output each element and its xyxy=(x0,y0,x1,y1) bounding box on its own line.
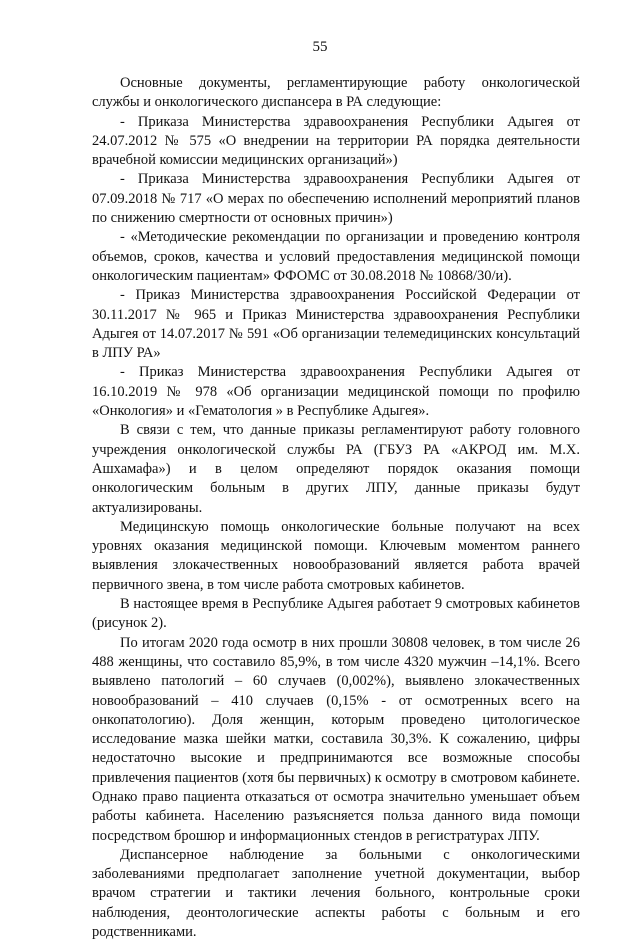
list-item-methodical-recommendations: - «Методические рекомендации по организации и проведению контроля объемов, сроков, качества и условий предоставления медицинской помощи онкологическим пациентам» ФФОМС от 30.08.2018 № 10868/30/и). xyxy=(92,229,580,284)
paragraph-medical-care-levels: Медицинскую помощь онкологические больные получают на всех уровнях оказания медицинской помощи. Ключевым моментом раннего выявления злокачественных новообразований является работа врачей первичного звена, в том числе работа смотровых кабинетов. xyxy=(92,518,580,593)
paragraph-dispensary-observation: Диспансерное наблюдение за больными с онкологическими заболеваниями предполагает заполнение учетной документации, выбор врачом стратегии и тактики лечения больного, контрольные сроки наблюдения, деонтологические аспекты работы с больным и его родственниками. xyxy=(92,846,580,941)
list-item-order-965-591: - Приказ Министерства здравоохранения Российской Федерации от 30.11.2017 № 965 и Приказ Министерства здравоохранения Республики Адыгея от 14.07.2017 № 591 «Об организации телемедицинских консультаций в ЛПУ РА» xyxy=(92,287,580,362)
paragraph-screening-rooms: В настоящее время в Республике Адыгея работает 9 смотровых кабинетов (рисунок 2). xyxy=(92,596,580,632)
list-item-order-717: - Приказа Министерства здравоохранения Республики Адыгея от 07.09.2018 № 717 «О мерах по обеспечению исполнений мероприятий планов по снижению смертности от основных причин») xyxy=(92,171,580,227)
paragraph-2020-results: По итогам 2020 года осмотр в них прошли 30808 человек, в том числе 26 488 женщины, что составило 85,9%, в том числе 4320 мужчин –14,1%. Всего выявлено патологий – 60 случаев (0,002%), выявлено злокачественных новообразований – 410 случаев (0,15% - от осмотренных всего на онкопатологию). Доля женщин, которым проведено цитологическое исследование мазка шейки матки, составила 30,3%. К сожалению, цифры недостаточно высокие и предпринимаются все возможные способы привлечения пациентов (хотя бы первичных) к осмотру в смотровом кабинете. Однако право пациента отказаться от осмотра значительно уменьшает объем работы кабинета. Населению разъясняется польза данного вида помощи посредством брошюр и информационных стендов в регистратурах ЛПУ. xyxy=(92,634,580,844)
document-body xyxy=(92,74,580,942)
paragraph-orders-update: В связи с тем, что данные приказы регламентируют работу головного учреждения онкологической службы РА (ГБУЗ РА «АКРОД им. М.Х. Ашхамафа») и в целом определяют порядок оказания помощи онкологическим больным в других ЛПУ, данные приказы будут актуализированы. xyxy=(92,422,580,516)
list-item-order-978: - Приказ Министерства здравоохранения Республики Адыгея от 16.10.2019 № 978 «Об организации медицинской помощи по профилю «Онкология» и «Гематология » в Республике Адыгея». xyxy=(92,364,580,420)
intro-paragraph: Основные документы, регламентирующие работу онкологической службы и онкологического диспансера в РА следующие: xyxy=(92,75,580,111)
page-number: 55 xyxy=(312,39,328,55)
list-item-order-575: - Приказа Министерства здравоохранения Республики Адыгея от 24.07.2012 № 575 «О внедрении на территории РА порядка деятельности врачебной комиссии медицинских организаций») xyxy=(92,113,580,169)
